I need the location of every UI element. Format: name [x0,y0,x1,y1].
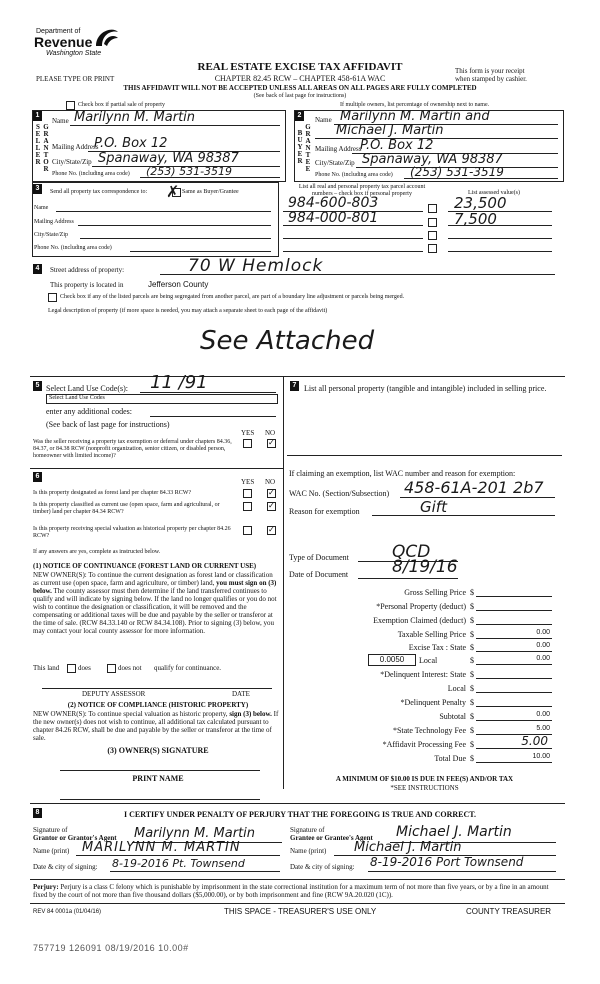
section-8-number: 8 [33,808,42,818]
seller-name[interactable]: Marilynn M. Martin [74,110,196,125]
section-7-number: 7 [290,381,299,391]
taxable-value: 0.00 [536,629,550,636]
does-checkbox[interactable] [67,664,76,673]
excise-state-label: Excise Tax : State [408,643,466,652]
excise-state-value: 0.00 [536,642,550,649]
notice-1-a: NEW OWNER(S): To continue the current designation as forest land or classification as current use (open space, farm and agriculture, or timber) land, [33,571,273,587]
grantor-sig-label-1: Signature of [33,826,68,834]
corr-city-label: City/State/Zip [34,232,68,238]
parcel-1-personal-checkbox[interactable] [428,204,437,213]
grantee-side-label: G R A N T E E [305,123,311,173]
local-rate-box[interactable]: 0.0050 [368,654,416,666]
perjury-text: Perjury is a class C felony which is punishable by imprisonment in the state correctional institution for a maximum term of not more than five years, or by a fine in an amount fixed by the court of not more than five thousand dollars ($5,000.00), or by both imprisonment and fine (RCW 9A.20.020 (1C)). [33,883,549,899]
qualify-label: qualify for continuance. [154,664,222,672]
total-due-value: 10.00 [532,753,550,760]
notice-1-title: (1) NOTICE OF CONTINUANCE (FOREST LAND OR CURRENT USE) [33,562,257,570]
section-2-number: 2 [295,111,304,121]
see-instructions-note: *SEE INSTRUCTIONS [390,784,459,792]
segregated-checkbox[interactable] [48,293,57,302]
reason-label: Reason for exemption [289,507,360,516]
perjury-statement [33,883,563,899]
subtotal-value: 0.00 [536,711,550,718]
grantee-name-print-label: Name (print) [290,847,327,855]
send-correspondence-label: Send all property tax correspondence to: [50,189,148,195]
deputy-assessor-label: DEPUTY ASSESSOR [82,690,146,698]
buyer-phone-label: Phone No. (including area code) [315,172,393,178]
form-warning: THIS AFFIDAVIT WILL NOT BE ACCEPTED UNLESS ALL AREAS ON ALL PAGES ARE FULLY COMPLETED [123,84,477,92]
total-due-dollar: $ [470,754,474,763]
date-label-6: DATE [232,690,250,698]
certify-statement: I CERTIFY UNDER PENALTY OF PERJURY THAT THE FOREGOING IS TRUE AND CORRECT. [123,810,476,819]
no-label-6: NO [265,478,276,486]
exemption-claimed-label: Exemption Claimed (deduct) [373,616,466,625]
notice-2-title: (2) NOTICE OF COMPLIANCE (HISTORIC PROPERTY) [67,701,249,709]
grantee-sig-label-1: Signature of [290,826,325,834]
partial-sale-checkbox[interactable] [66,101,75,110]
delinquent-local-dollar: $ [470,684,474,693]
print-name-label: PRINT NAME [132,774,184,783]
revenue-swoosh-icon [92,26,122,52]
grantee-agent-label: Grantee or Grantee's Agent [290,834,373,842]
buyer-side-label: B U Y E R [297,129,303,165]
parcel-4-personal-checkbox[interactable] [428,244,437,253]
notice-1-text [33,571,279,635]
delinquent-penalty-dollar: $ [470,698,474,707]
receipt-note-1: This form is your receipt [455,67,525,75]
perjury-label: Perjury: [33,883,59,891]
gross-label: Gross Selling Price [404,588,466,597]
total-due-label: Total Due [434,754,466,763]
land-use-code[interactable]: 11 /91 [150,372,208,393]
seller-phone-label: Phone No. (including area code) [52,171,130,177]
list-personal-property: List all personal property (tangible and intangible) included in selling price. [304,384,547,393]
rev-number: REV 84 0001a (01/04/16) [33,909,102,915]
notice-2-a: NEW OWNER(S): To continue special valuation as historic property, [33,710,228,718]
grantee-print-name[interactable]: Michael J. Martin [354,840,462,855]
seller-side-label: S E L L E R [35,123,41,166]
same-as-buyer-check-mark: ✗ [166,182,180,201]
exemption-no-check-mark: ✓ [268,438,275,447]
buyer-city[interactable]: Spanaway, WA 98387 [362,152,503,167]
forest-yes-checkbox[interactable] [243,489,252,498]
county: Jefferson County [148,280,209,289]
see-back-note: (See back of last page for instructions) [253,93,347,99]
gross-dollar: $ [470,588,474,597]
legal-desc-label: Legal description of property (if more space is needed, you may attach a separate sheet to each page of the affidavit) [48,308,328,314]
buyer-mailing-label: Mailing Address [315,145,362,153]
assessed-header: List assessed value(s) [468,190,520,196]
delinquent-state-label: *Delinquent Interest: State [380,670,466,679]
affidavit-fee-label: *Affidavit Processing Fee [382,740,466,749]
grantee-date-city-label: Date & city of signing: [290,863,355,871]
grantor-print-name[interactable]: MARILYNN M. MARTIN [82,840,241,855]
seller-city[interactable]: Spanaway, WA 98387 [98,151,239,166]
notice-1-c: The county assessor must then determine if the land transferred continues to qualify and will indicate by signing below. If the land no longer qualifies or you do not wish to continue the designation or classification, it will be removed and the compensating or additional taxes will be due and payable by the seller or transferor at the time of sale. (RCW 84.33.140 or RCW 84.34.108). Prior to signing (3) below, you may contact your local county assessor for more information. [33,587,277,635]
forest-no-check-mark: ✓ [268,488,275,497]
form-title: REAL ESTATE EXCISE TAX AFFIDAVIT [197,61,403,73]
buyer-city-label: City/State/Zip [315,159,355,167]
street-address[interactable]: 70 W Hemlock [188,256,324,276]
receipt-note-2: when stamped by cashier. [455,75,527,83]
grantee-signature[interactable]: Michael J. Martin [396,824,512,840]
does-not-checkbox[interactable] [107,664,116,673]
grantor-side-label: G R A N T O R [43,123,49,173]
county-treasurer: COUNTY TREASURER [466,907,552,916]
parcel-2-personal-checkbox[interactable] [428,218,437,227]
exemption-question: Was the seller receiving a property tax exemption or deferral under chapters 84.36, 84.37, or 84.38 RCW (nonprofit organization, senior citizen, or disabled person, homeowner with limited income)? [33,439,232,459]
seller-name-label: Name [52,117,69,125]
grantor-date-city-label: Date & city of signing: [33,863,98,871]
tech-fee-dollar: $ [470,726,474,735]
affidavit-fee-value: 5.00 [521,734,548,748]
historic-yes-checkbox[interactable] [243,526,252,535]
personal-dollar: $ [470,602,474,611]
value-1[interactable]: 23,500 [454,194,507,212]
seller-phone[interactable]: (253) 531-3519 [146,165,233,178]
buyer-phone[interactable]: (253) 531-3519 [410,165,504,179]
personal-label: *Personal Property (deduct) [376,602,466,611]
notice-2-b: sign (3) below. [229,710,272,718]
yes-label-5: YES [241,429,255,437]
yes-label-6: YES [241,478,255,486]
parcel-header-1: List all real and personal property tax parcel account [298,184,426,190]
section-3-number: 3 [33,184,42,194]
partial-sale-label: Check box if partial sale of property [78,102,165,108]
taxable-label: Taxable Selling Price [397,630,466,639]
dor-logo [34,28,124,68]
located-in-label: This property is located in [50,281,124,289]
affidavit-fee-dollar: $ [470,740,474,749]
no-label-5: NO [265,429,276,437]
doc-type[interactable]: QCD [392,542,431,562]
excise-state-dollar: $ [470,643,474,652]
segregated-label: Check box if any of the listed parcels are being segregated from another parcel, are part of a boundary line adjustment or parcels being merged. [60,294,405,300]
corr-mailing-label: Mailing Address [34,219,74,225]
if-yes-note: If any answers are yes, complete as instructed below. [33,549,161,555]
land-use-dropdown[interactable]: Select Land Use Codes [46,394,278,404]
delinquent-penalty-label: *Delinquent Penalty [400,698,466,707]
forest-land-question: Is this property designated as forest land per chapter 84.33 RCW? [33,490,192,496]
parcel-2[interactable]: 984-000-801 [288,210,379,226]
parcel-header-2: numbers – check box if personal property [312,191,412,197]
doc-date-label: Date of Document [289,570,349,579]
grantor-agent-label: Grantor or Grantor's Agent [33,834,117,842]
section-1-number: 1 [33,111,42,121]
seller-city-label: City/State/Zip [52,158,92,166]
dept-line2: Revenue [34,34,93,50]
grantor-name-print-label: Name (print) [33,847,70,855]
tech-fee-value: 5.00 [536,725,550,732]
local-label: Local [419,656,438,665]
dept-line1: Department of [36,28,81,35]
buyer-name-label: Name [315,116,332,124]
receipt-note [455,67,565,83]
buyer-name-2[interactable]: Michael J. Martin [336,123,444,138]
treasurer-use: THIS SPACE - TREASURER'S USE ONLY [224,907,377,916]
current-use-no-check-mark: ✓ [268,501,275,510]
local-dollar: $ [470,656,474,665]
parcel-3-personal-checkbox[interactable] [428,231,437,240]
same-as-buyer-label: Same as Buyer/Grantee [182,189,239,195]
buyer-mailing[interactable]: P.O. Box 12 [360,138,434,153]
see-back-5: (See back of last page for instructions) [46,420,170,429]
current-use-question: Is this property classified as current use (open space, farm and agricultural, or timber) land per chapter 84.34 RCW? [33,502,220,515]
value-2[interactable]: 7,500 [454,210,497,228]
seller-mailing[interactable]: P.O. Box 12 [94,136,168,151]
multiple-owners-note: If multiple owners, list percentage of ownership next to name. [340,102,490,108]
exemption-dollar: $ [470,616,474,625]
doc-date[interactable]: 8/19/16 [392,557,458,577]
section-4-number: 4 [33,264,42,274]
dept-line3: Washington State [46,50,102,57]
tech-fee-label: *State Technology Fee [392,726,466,735]
wac-label: WAC No. (Section/Subsection) [289,489,390,498]
section-5-number: 5 [33,381,42,391]
historic-no-check-mark: ✓ [268,525,275,534]
subtotal-label: Subtotal [439,712,466,721]
historic-question: Is this property receiving special valuation as historical property per chapter 84.26 RCW? [33,526,231,539]
grantor-signature[interactable]: Marilynn M. Martin [134,826,256,841]
section-divider-5 [30,376,565,377]
parcel-1[interactable]: 984-600-803 [288,195,379,211]
reason-for-exemption[interactable]: Gift [420,498,447,516]
type-print-note: PLEASE TYPE OR PRINT [36,75,115,83]
claim-exemption-label: If claiming an exemption, list WAC number and reason for exemption: [289,469,516,478]
notice-2-c: If the new owner(s) does not wish to continue, all additional tax calculated pursuant to chapter 84.26 RCW, shall be due and payable by the seller or transferor at the time of sale. [33,710,279,742]
street-address-label: Street address of property: [50,266,125,274]
enter-additional-codes: enter any additional codes: [46,407,132,416]
current-use-yes-checkbox[interactable] [243,502,252,511]
this-land-label: This land [33,664,60,672]
does-not-label: does not [118,664,142,672]
notice-2-text [33,710,281,742]
corr-phone-label: Phone No. (including area code) [34,245,112,251]
owner-signature-label: (3) OWNER(S) SIGNATURE [107,746,209,755]
exemption-yes-checkbox[interactable] [243,439,252,448]
corr-name-label: Name [34,205,49,211]
doc-type-label: Type of Document [289,553,349,562]
form-chapter: CHAPTER 82.45 RCW – CHAPTER 458-61A WAC [214,74,386,83]
minimum-note: A MINIMUM OF $10.00 IS DUE IN FEE(S) AND/OR TAX [335,775,514,783]
grantee-date-city[interactable]: 8-19-2016 Port Townsend [370,855,524,869]
grantor-date-city[interactable]: 8-19-2016 Pt. Townsend [112,857,245,870]
seller-mailing-label: Mailing Address [52,143,99,151]
section-6-number: 6 [33,472,42,482]
delinquent-state-dollar: $ [470,670,474,679]
land-use-label: Select Land Use Code(s): [46,384,128,393]
does-label: does [78,664,91,672]
cashier-stamp: 757719 126091 08/19/2016 10.00# [33,943,189,953]
notice-1-b: you must sign on (3) below. [33,579,277,595]
delinquent-local-label: Local [447,684,466,693]
local-value: 0.00 [536,655,550,662]
wac-number[interactable]: 458-61A-201 2b7 [404,478,544,497]
buyer-name-1[interactable]: Marilynn M. Martin and [340,109,490,124]
taxable-dollar: $ [470,630,474,639]
subtotal-dollar: $ [470,712,474,721]
legal-description[interactable]: See Attached [200,326,375,356]
